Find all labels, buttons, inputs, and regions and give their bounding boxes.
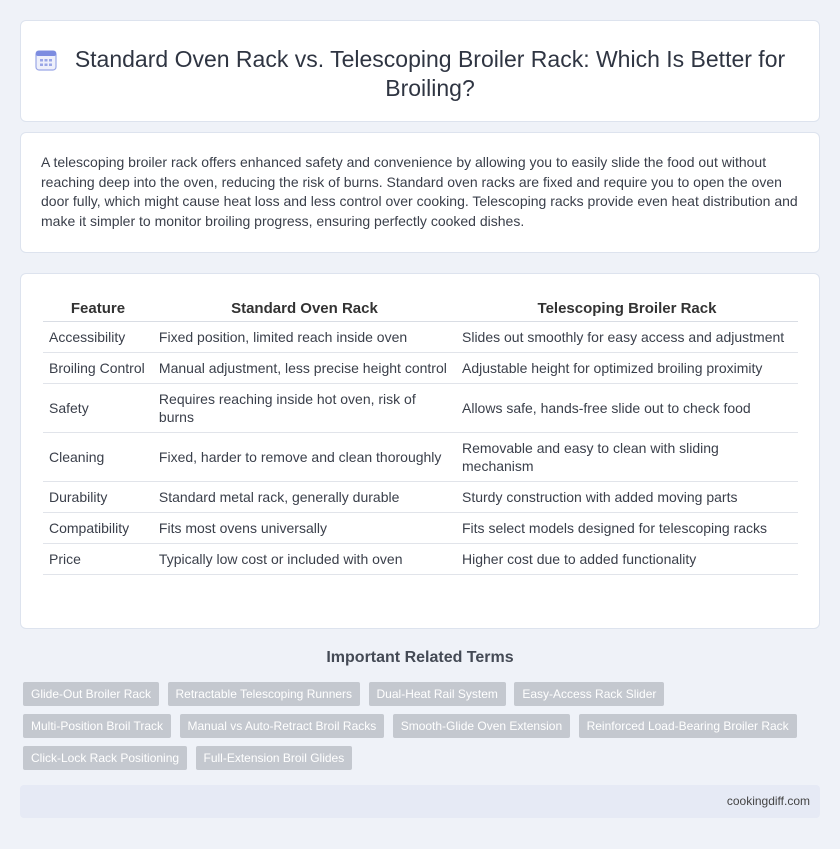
related-term-tag[interactable]: Click-Lock Rack Positioning: [23, 746, 187, 770]
intro-card: [20, 132, 820, 253]
related-term-tag[interactable]: Dual-Heat Rail System: [369, 682, 506, 706]
title-card: [20, 20, 820, 122]
table-row: [43, 384, 798, 433]
table-cell: Requires reaching inside hot oven, risk of burns: [153, 384, 456, 433]
footer: [20, 785, 820, 818]
table-cell: Standard metal rack, generally durable: [153, 482, 456, 513]
table-row: [43, 322, 798, 353]
table-cell: Broiling Control: [43, 353, 153, 384]
comparison-card: [20, 273, 820, 629]
related-term-tag[interactable]: Multi-Position Broil Track: [23, 714, 171, 738]
related-term-tag[interactable]: Smooth-Glide Oven Extension: [393, 714, 570, 738]
header-telescoping: Telescoping Broiler Rack: [456, 295, 798, 322]
table-cell: Higher cost due to added functionality: [456, 544, 798, 575]
table-cell: Fixed position, limited reach inside oven: [153, 322, 456, 353]
related-terms-heading: Important Related Terms: [326, 649, 514, 666]
table-cell: Durability: [43, 482, 153, 513]
table-row: [43, 513, 798, 544]
table-row: [43, 482, 798, 513]
calendar-icon: [33, 47, 59, 73]
comparison-table: [43, 295, 798, 575]
intro-paragraph: A telescoping broiler rack offers enhanced safety and convenience by allowing you to easily slide the food out without reaching deep into the oven, reducing the risk of burns. Standard oven racks are fixed and require you to open the oven door fully, which might cause heat loss and less control over cooking. Telescoping racks provide even heat distribution and make it simpler to monitor broiling progress, ensuring perfectly cooked dishes.: [41, 154, 798, 229]
table-row: [43, 544, 798, 575]
table-cell: Removable and easy to clean with sliding mechanism: [456, 433, 798, 482]
table-cell: Adjustable height for optimized broiling proximity: [456, 353, 798, 384]
footer-site-link[interactable]: cookingdiff.com: [726, 794, 810, 808]
page-title: Standard Oven Rack vs. Telescoping Broiler Rack: Which Is Better for Broiling?: [74, 46, 786, 101]
related-term-tag[interactable]: Full-Extension Broil Glides: [196, 746, 353, 770]
table-cell: Safety: [43, 384, 153, 433]
table-cell: Allows safe, hands-free slide out to check food: [456, 384, 798, 433]
header-standard: Standard Oven Rack: [153, 295, 456, 322]
header-feature: Feature: [43, 295, 153, 322]
related-terms-list: [23, 682, 813, 778]
related-term-tag[interactable]: Reinforced Load-Bearing Broiler Rack: [579, 714, 797, 738]
table-row: [43, 433, 798, 482]
related-term-tag[interactable]: Manual vs Auto-Retract Broil Racks: [180, 714, 385, 738]
table-header-row: [43, 295, 798, 322]
table-cell: Cleaning: [43, 433, 153, 482]
table-cell: Price: [43, 544, 153, 575]
table-cell: Typically low cost or included with oven: [153, 544, 456, 575]
related-term-tag[interactable]: Glide-Out Broiler Rack: [23, 682, 159, 706]
related-term-tag[interactable]: Easy-Access Rack Slider: [514, 682, 664, 706]
related-term-tag[interactable]: Retractable Telescoping Runners: [168, 682, 361, 706]
table-row: [43, 353, 798, 384]
table-cell: Slides out smoothly for easy access and adjustment: [456, 322, 798, 353]
table-cell: Accessibility: [43, 322, 153, 353]
table-cell: Sturdy construction with added moving parts: [456, 482, 798, 513]
table-cell: Fits most ovens universally: [153, 513, 456, 544]
table-cell: Compatibility: [43, 513, 153, 544]
table-cell: Fixed, harder to remove and clean thoroughly: [153, 433, 456, 482]
table-cell: Fits select models designed for telescoping racks: [456, 513, 798, 544]
table-cell: Manual adjustment, less precise height control: [153, 353, 456, 384]
